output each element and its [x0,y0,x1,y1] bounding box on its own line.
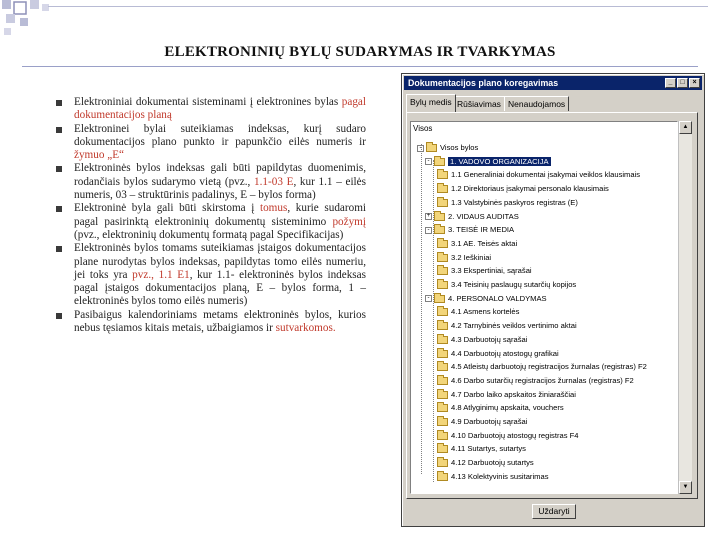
top-rule [48,6,708,7]
tree-node[interactable] [437,430,578,441]
tree-node-label: 4.1 Asmens kortelės [451,307,520,317]
tree-node[interactable] [437,252,491,263]
tree-node[interactable] [437,375,634,386]
tree-node-label: 4.8 Atlyginimų apskaita, vouchers [451,403,564,413]
tree-node[interactable] [437,389,576,400]
close-button[interactable]: Uždaryti [532,504,576,519]
tree-node[interactable] [437,402,564,413]
tree-node[interactable] [425,293,547,304]
tree-node-label: 1.2 Direktoriaus įsakymai personalo klausimais [451,184,609,194]
plan-edit-window [401,73,705,527]
tree-node[interactable] [437,361,647,372]
collapse-icon[interactable]: - [417,145,424,152]
folder-icon [437,185,448,193]
folder-icon [437,418,448,426]
tree-node[interactable] [437,320,577,331]
bullet-text: , kur 1.1- elektroninės bylos indeksas pagal įstaigos dokumentacijos planą, E – bylos forma, 1 – elektroninės bylos tomo eilės numeris) [74,268,366,308]
bullet-item [60,202,366,242]
highlight-text: pagal dokumentacijos planą [74,96,366,122]
folder-icon [437,199,448,207]
folder-icon [437,445,448,453]
tree-node-label: 1.3 Valstybinės paskyros registras (E) [451,197,578,207]
tree-node[interactable] [437,443,526,454]
collapse-icon[interactable]: - [425,158,432,165]
collapse-icon[interactable]: - [425,295,432,302]
bullet-text: Pasibaigus kalendoriniams metams elektroninės bylos, kurios nebus tęsiamos kitais metais, užbaigiamos ir [74,308,366,335]
tree-node-label: 3.1 AE. Teisės aktai [451,238,518,248]
tree-node[interactable] [437,265,532,276]
highlight-text: tomus [259,202,288,215]
tree-node-label: 4.3 Darbuotojų sąrašai [451,334,528,344]
bullet-item [60,96,366,123]
tree-node[interactable] [437,183,609,194]
window-title: Dokumentacijos plano koregavimas [408,78,559,88]
folder-icon [437,308,448,316]
tree-node[interactable] [437,238,517,249]
tree-node[interactable] [437,306,519,317]
tree-node-label: 3. TEISĖ IR MEDIA [448,225,515,235]
tree-node[interactable] [437,416,527,427]
folder-icon [434,158,445,166]
scroll-up-icon[interactable]: ▲ [679,121,692,134]
tree-node[interactable] [425,211,519,222]
tree-node-label: 4. PERSONALO VALDYMAS [448,293,547,303]
tree-node-label: 4.5 Atleistų darbuotojų registracijos žurnalas (registras) F2 [451,362,647,372]
tree-node[interactable] [437,197,578,208]
bullet-text: Elektroninės bylos indeksas gali būti papildytas duomenimis, rodančiais bylos sudarymo vietą (pvz., [74,162,366,188]
tab-sorting[interactable]: Rūšiavimas [453,96,505,111]
tree-node[interactable] [437,169,640,180]
tree-node[interactable] [437,279,576,290]
tree-node-label: 3.4 Teisinių paslaugų sutarčių kopijos [451,280,577,289]
tree-node-label: 4.13 Kolektyvinis susitarimas [451,471,549,481]
folder-icon [437,281,448,289]
folder-icon [437,336,448,344]
folder-icon [434,226,445,234]
bullet-text: Elektroniniai dokumentai sisteminami į elektronines bylas [74,96,342,108]
scroll-down-icon[interactable]: ▼ [679,481,692,494]
folder-icon [437,171,448,179]
folder-icon [426,144,437,152]
minimize-icon[interactable]: _ [665,78,676,88]
highlight-text: 1.1-03 E [254,175,294,188]
bullet-text: , kur 1.1 – eilės numeris, 03 – struktūrinis padalinys, E – bylos forma) [74,175,366,202]
folder-icon [437,459,448,467]
bullet-item [60,309,366,336]
tree-node-label: 3.2 Ieškiniai [451,252,492,262]
tree-node[interactable] [437,334,527,345]
tree-node[interactable] [437,471,549,482]
page-title: ELEKTRONINIŲ BYLŲ SUDARYMAS IR TVARKYMAS [164,44,556,60]
folder-icon [437,432,448,440]
tree-node-label: Visos bylos [440,143,479,152]
folder-icon [434,295,445,303]
tree-node-label: 4.6 Darbo sutarčių registracijos žurnalas (registras) F2 [451,375,634,385]
folder-icon [437,377,448,385]
close-icon[interactable]: × [689,78,700,88]
folder-icon [437,391,448,399]
bullet-icon [56,206,62,212]
tree-node-label: 3.3 Ekspertiniai, sąrašai [451,266,532,276]
tree-node-label: 2. VIDAUS AUDITAS [448,211,519,221]
title-divider [22,66,698,67]
tree-node-label: 4.10 Darbuotojų atostogų registras F4 [451,430,579,440]
bullet-icon [56,100,62,106]
tree-node[interactable] [425,156,551,167]
folder-icon [437,363,448,371]
collapse-icon[interactable]: - [425,227,432,234]
bullet-list [60,96,366,335]
tree-node-label: 1.1 Generaliniai dokumentai įsakymai veiklos klausimais [451,170,641,180]
bullet-icon [56,313,62,319]
tree-node-label: 4.4 Darbuotojų atostogų grafikai [451,348,559,358]
folder-icon [437,254,448,262]
tab-file-tree[interactable]: Bylų medis [406,94,456,112]
tree-node[interactable] [437,457,534,468]
bullet-icon [56,127,62,133]
bullet-text: , kurie sudaromi pagal pasirinktą elektroninių dokumentų sisteminimo [74,202,367,228]
tree-header: Visos [413,124,433,133]
tree-node-label: 1. VADOVO ORGANIZACIJA [450,156,549,166]
bullet-icon [56,246,62,252]
bullet-text: (pvz., elektroninių dokumentų formatą pagal Specifikacijas) [74,228,344,241]
bullet-icon [56,166,62,172]
highlight-text: požymį [332,215,366,228]
tab-unused[interactable]: Nenaudojamos [504,96,569,111]
bullet-item [60,123,366,163]
folder-icon [437,240,448,248]
tree-node-label: 4.7 Darbo laiko apskaitos žiniaraščiai [451,389,576,399]
tree-panel [406,112,698,499]
tree-node[interactable] [437,348,559,359]
maximize-icon[interactable]: □ [677,78,688,88]
tree-node[interactable] [425,224,514,235]
highlight-text: pvz., 1.1 E1 [132,268,190,281]
tree-node-label: 4.9 Darbuotojų sąrašai [451,417,528,426]
tree-node-label: 4.2 Tarnybinės veiklos vertinimo aktai [451,321,577,331]
window-titlebar[interactable] [404,76,702,90]
tree-node-label: 4.12 Darbuotojų sutartys [451,458,534,468]
tree-node-label: 4.11 Sutartys, sutartys [451,444,526,454]
folder-icon [437,350,448,358]
tree-guide-line [433,160,434,482]
bullet-text: Elektroninės bylos tomams suteikiamas įstaigos dokumentacijos plane nurodytas bylos indeksas, papildytas tomo eilės numeriu, jei toks yra [74,242,366,281]
bullet-text: Elektroninei bylai suteikiamas indeksas, kurį sudaro dokumentacijos plano punkto ir papunkčio eilės numeris ir [74,122,366,148]
folder-icon [437,473,448,481]
highlight-text: žymuo „E“ [74,149,125,162]
bullet-item [60,242,366,308]
folder-icon [437,404,448,412]
tree-scrollbar[interactable] [678,121,692,494]
bullet-item [60,162,366,202]
file-tree[interactable] [410,121,678,494]
folder-icon [434,213,445,221]
highlight-text: sutvarkomos. [275,322,336,335]
tree-node[interactable] [417,142,478,153]
tree-guide-line [421,144,422,474]
bullet-text: Elektroninė byla gali būti skirstoma į [74,202,260,215]
folder-icon [437,322,448,330]
folder-icon [437,267,448,275]
expand-icon[interactable]: + [426,213,431,219]
